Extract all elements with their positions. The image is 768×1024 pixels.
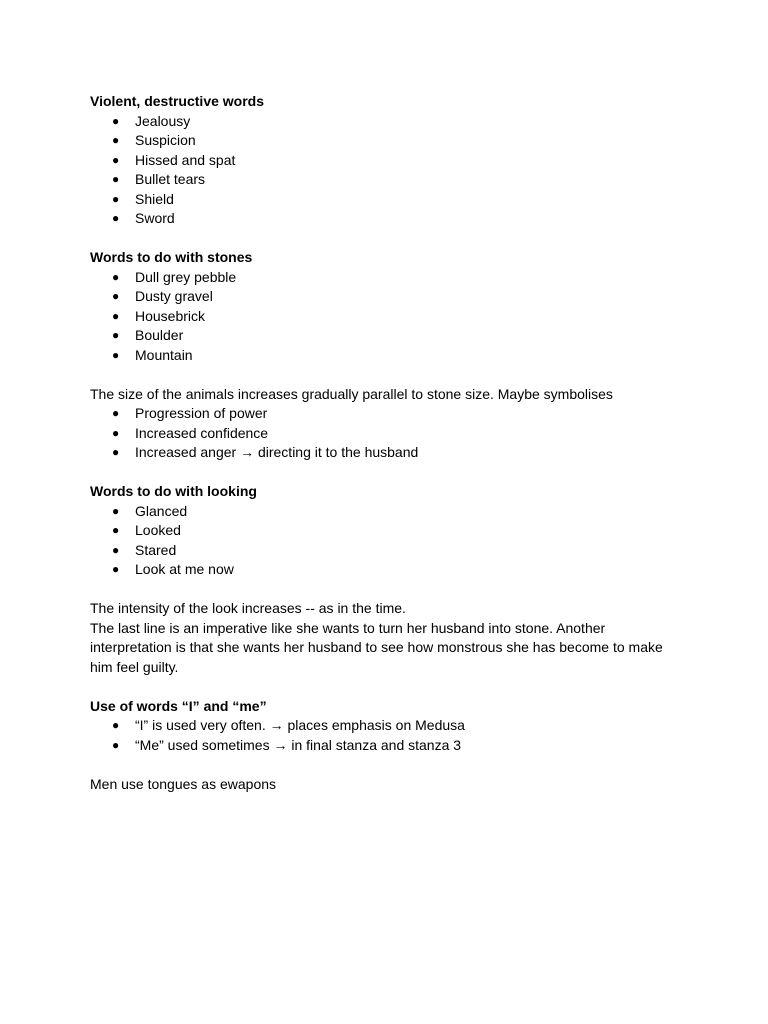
- spacer: [90, 463, 690, 483]
- bullet-icon: ●: [112, 445, 120, 459]
- paragraph-line: The intensity of the look increases -- as in the time.: [90, 600, 406, 616]
- bullet-icon: ●: [112, 133, 120, 147]
- section-heading-looking-words: Words to do with looking: [90, 483, 257, 499]
- bullet-icon: ●: [112, 542, 120, 557]
- list-item: ● Dusty gravel: [90, 287, 690, 307]
- list-item: ● Sword: [90, 209, 690, 229]
- list-item: ● Dull grey pebble: [90, 268, 690, 288]
- list-item: ● Boulder: [90, 326, 690, 346]
- list-item: ● Jealousy: [90, 112, 690, 132]
- bullet-icon: ●: [112, 425, 120, 440]
- bullet-icon: ●: [112, 152, 120, 167]
- bullet-icon: ●: [112, 113, 120, 128]
- bullet-icon: ●: [112, 347, 120, 362]
- spacer: [90, 580, 690, 600]
- list-item: ● Looked: [90, 521, 690, 541]
- section-heading-i-and-me: Use of words “I” and “me”: [90, 697, 267, 714]
- paragraph-line: him feel guilty.: [90, 658, 179, 675]
- closing-note: Men use tongues as ewapons: [90, 775, 277, 792]
- bullet-icon: ●: [112, 328, 120, 342]
- section-heading-violent-words: Violent, destructive words: [90, 93, 265, 109]
- bullet-icon: ●: [112, 503, 120, 518]
- list-item: ● Increased confidence: [90, 424, 690, 444]
- paragraph-look-intensity: [90, 599, 690, 677]
- list-item: ● “Me” used sometimes → in final stanza and stanza 3: [90, 736, 690, 756]
- list-item: ● Progression of power: [90, 404, 690, 424]
- list-item: ● Glanced: [90, 502, 690, 522]
- paragraph-animal-size: The size of the animals increases gradually parallel to stone size. Maybe symbolises: [90, 385, 613, 402]
- bullet-icon: ●: [112, 737, 120, 752]
- bullet-icon: ●: [112, 718, 120, 732]
- section-heading-stone-words: Words to do with stones: [90, 249, 253, 265]
- bullet-icon: ●: [112, 172, 120, 186]
- list-looking-words: [90, 502, 690, 580]
- spacer: [90, 755, 690, 775]
- list-item: ● Look at me now: [90, 560, 690, 580]
- list-i-and-me: [90, 716, 690, 755]
- list-symbolises: [90, 404, 690, 463]
- bullet-icon: ●: [112, 308, 120, 323]
- list-item: ● Mountain: [90, 346, 690, 366]
- bullet-icon: ●: [112, 191, 120, 206]
- list-item: ● Bullet tears: [90, 170, 690, 190]
- bullet-icon: ●: [112, 269, 120, 284]
- list-item: ● Increased anger → directing it to the husband: [90, 443, 690, 463]
- list-item: ● Suspicion: [90, 131, 690, 151]
- list-item: ● “I” is used very often. → places emphasis on Medusa: [90, 716, 690, 736]
- bullet-icon: ●: [112, 211, 120, 225]
- list-item: ● Shield: [90, 190, 690, 210]
- spacer: [90, 365, 690, 385]
- list-item: ● Housebrick: [90, 307, 690, 327]
- bullet-icon: ●: [112, 406, 120, 420]
- bullet-icon: ●: [112, 562, 120, 576]
- paragraph-line: The last line is an imperative like she wants to turn her husband into stone. Another: [90, 619, 606, 636]
- bullet-icon: ●: [112, 523, 120, 537]
- list-item: ● Hissed and spat: [90, 151, 690, 171]
- paragraph-line: interpretation is that she wants her husband to see how monstrous she has become to make: [90, 639, 663, 655]
- list-violent-words: [90, 112, 690, 229]
- bullet-icon: ●: [112, 289, 120, 303]
- spacer: [90, 677, 690, 697]
- document-page: [90, 92, 690, 794]
- list-item: ● Stared: [90, 541, 690, 561]
- spacer: [90, 229, 690, 249]
- list-stone-words: [90, 268, 690, 366]
